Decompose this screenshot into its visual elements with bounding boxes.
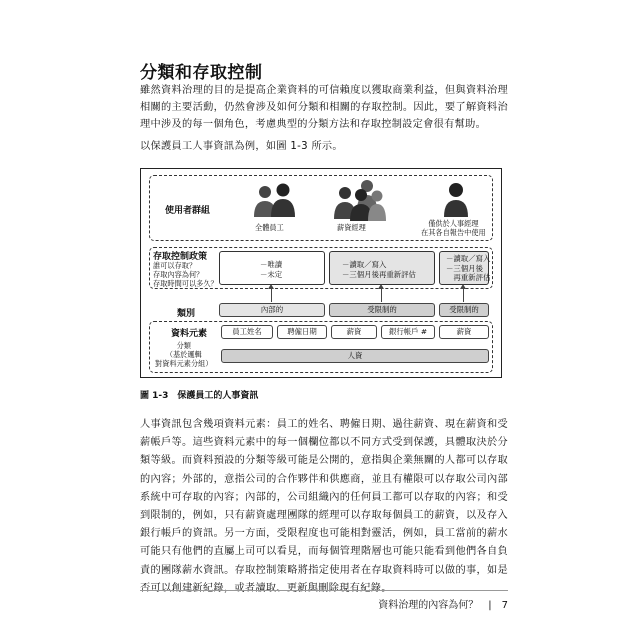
payroll-managers-icon bbox=[329, 177, 389, 221]
class-internal: 內部的 bbox=[219, 303, 325, 317]
element-hire-date: 聘僱日期 bbox=[277, 325, 327, 339]
element-bank-account: 銀行帳戶 # bbox=[381, 325, 435, 339]
access-policy-label: 存取控制政策 bbox=[153, 252, 208, 262]
element-employee-name: 員工姓名 bbox=[221, 325, 273, 339]
user-groups-label: 使用者群組 bbox=[165, 206, 211, 216]
policy-read-write-hr bbox=[439, 251, 489, 285]
policy-read-write-hr-text: －讀取／寫入 －三個月後 再重新評估 bbox=[446, 254, 491, 282]
class-restricted-2: 受限制的 bbox=[439, 303, 489, 317]
group-hr-managers: 僅供於人事經理 在其各自報告中使用 bbox=[421, 219, 486, 237]
policy-read-write-payroll-text: －讀取／寫入 －三個月後再重新評估 bbox=[342, 260, 416, 279]
policy-read-only-text: －唯讀 －未定 bbox=[260, 260, 283, 279]
all-employees-icon bbox=[251, 181, 299, 219]
group-all-employees: 全體員工 bbox=[255, 223, 284, 232]
group-hr: 人資 bbox=[221, 349, 489, 363]
arrow-internal bbox=[271, 289, 272, 302]
figure-caption: 圖 1-3 保護員工的人事資訊 bbox=[140, 391, 259, 401]
paragraph-example: 以保護員工人事資訊為例，如圖 1-3 所示。 bbox=[140, 141, 343, 152]
section-title: 分類和存取控制 bbox=[140, 63, 263, 83]
policy-read-only bbox=[219, 251, 325, 285]
footer-divider bbox=[140, 590, 508, 591]
page-footer: 資料治理的內容為何？ | 7 bbox=[378, 600, 508, 611]
group-payroll-managers: 薪資經理 bbox=[337, 223, 366, 232]
class-restricted-1: 受限制的 bbox=[329, 303, 435, 317]
access-policy-questions: 誰可以存取？ 存取內容為何？ 存取時間可以多久？ bbox=[153, 261, 218, 288]
element-salary-2: 薪資 bbox=[439, 325, 489, 339]
grouping-label: 分類 （基於邏輯 對資料元素分組） bbox=[155, 341, 213, 368]
policy-read-write-payroll bbox=[329, 251, 435, 285]
element-salary: 薪資 bbox=[331, 325, 377, 339]
data-elements-label: 資料元素 bbox=[171, 329, 208, 339]
class-label: 類別 bbox=[177, 309, 196, 319]
hr-managers-icon bbox=[443, 181, 469, 217]
paragraph-details: 人事資訊包含幾項資料元素：員工的姓名、聘僱日期、過往薪資、現在薪資和受薪帳戶等。這些資料元素中的每一個欄位都以不同方式受到保護，具體取決於分類等級。而資料預設的分類等級可能是公開的，意指與企業無關的人都可以存取的內容；外部的，意指公司的合作夥伴和供應商，並且有權限可以存取公司內部系統中可存取的內容；內部的，公司組織內的任何員工都可以存取的內容；和受到限制的，例如，只有薪資處理團隊的經理可以存取每個員工的薪資，以及存入銀行帳戶的資訊。另一方面，受限程度也可能相對靈活，例如，員工當前的薪水可能只有他們的直屬上司可以看見，而每個管理階層也可能只能看到他們各自負責的團隊薪水資訊。存取控制策略將指定使用者在存取資料時可以做的事，如是否可以創建新紀錄，或者讀取、更新與刪除現有紀錄。 bbox=[140, 419, 508, 594]
paragraph-intro: 雖然資料治理的目的是提高企業資料的可信賴度以獲取商業利益，但與資料治理相關的主要活動，仍然會涉及如何分類和相關的存取控制。因此，要了解資料治理中涉及的每一個角色，考慮典型的分類方法和存取控制設定會很有幫助。 bbox=[140, 85, 508, 130]
figure-1-3 bbox=[140, 168, 502, 378]
arrow-restricted-2 bbox=[463, 289, 464, 302]
arrow-restricted-1 bbox=[381, 289, 382, 302]
